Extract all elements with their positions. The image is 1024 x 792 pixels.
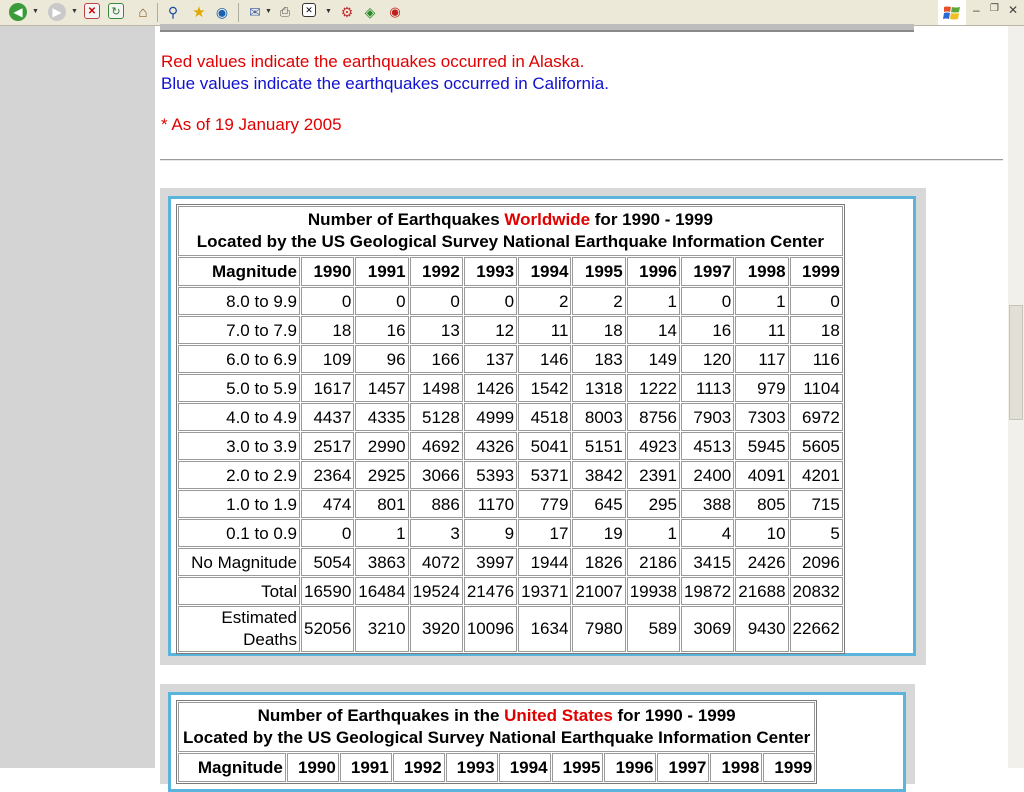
count-cell: 19524 — [410, 577, 463, 605]
count-cell: 1170 — [464, 490, 517, 518]
count-cell: 474 — [301, 490, 354, 518]
count-cell: 3842 — [572, 461, 625, 489]
count-cell: 5151 — [572, 432, 625, 460]
count-cell: 117 — [735, 345, 788, 373]
count-cell: 96 — [355, 345, 408, 373]
count-cell: 5371 — [518, 461, 571, 489]
count-cell: 0 — [301, 287, 354, 315]
table-row — [178, 374, 843, 402]
home-icon[interactable]: ⌂ — [138, 3, 148, 21]
table-row — [178, 519, 843, 547]
worldwide-header-row — [178, 257, 843, 286]
count-cell: 2426 — [735, 548, 788, 576]
count-cell: 18 — [572, 316, 625, 344]
estimated-deaths-row — [178, 606, 843, 652]
count-cell: 1104 — [790, 374, 843, 402]
count-cell: 0 — [681, 287, 734, 315]
count-cell: 4335 — [355, 403, 408, 431]
table-row — [178, 345, 843, 373]
count-cell: 5041 — [518, 432, 571, 460]
year-column-header: 1995 — [572, 257, 625, 286]
refresh-icon[interactable]: ↻ — [108, 3, 124, 19]
count-cell: 1542 — [518, 374, 571, 402]
count-cell: 10 — [735, 519, 788, 547]
count-cell: 1 — [735, 287, 788, 315]
count-cell: 120 — [681, 345, 734, 373]
count-cell: 183 — [572, 345, 625, 373]
count-cell: 6972 — [790, 403, 843, 431]
row-label-cell: Total — [178, 577, 300, 605]
mail-icon[interactable]: ✉ — [249, 3, 261, 20]
worldwide-title-suffix: for 1990 - 1999 — [590, 210, 713, 229]
row-label-cell: 8.0 to 9.9 — [178, 287, 300, 315]
table-row — [178, 287, 843, 315]
count-cell: 645 — [572, 490, 625, 518]
us-title-prefix: Number of Earthquakes in the — [257, 706, 505, 725]
california-note: Blue values indicate the earthquakes occurred in California. — [161, 74, 609, 93]
count-cell: 4518 — [518, 403, 571, 431]
year-column-header: 1995 — [552, 753, 604, 782]
worldwide-earthquake-table — [176, 204, 845, 654]
deaths-cell: 10096 — [464, 606, 517, 652]
toolbar-separator — [157, 3, 158, 22]
forward-dropdown-icon[interactable]: ▼ — [71, 8, 78, 15]
media-icon[interactable]: ◉ — [215, 3, 229, 20]
previous-table-frame-edge — [160, 24, 914, 32]
messenger-icon[interactable]: ⚙ — [340, 3, 354, 20]
worldwide-table-frame — [160, 188, 926, 665]
year-column-header: 1998 — [735, 257, 788, 286]
alaska-note: Red values indicate the earthquakes occurred in Alaska. — [161, 52, 585, 71]
count-cell: 4513 — [681, 432, 734, 460]
us-table-caption — [178, 702, 815, 752]
count-cell: 0 — [301, 519, 354, 547]
stop-icon[interactable]: ✕ — [84, 3, 100, 19]
count-cell: 4 — [681, 519, 734, 547]
count-cell: 2990 — [355, 432, 408, 460]
us-earthquake-table — [176, 700, 817, 784]
magnitude-column-header: Magnitude — [178, 753, 286, 782]
search-icon[interactable]: ⚲ — [167, 3, 179, 20]
row-label-cell: 5.0 to 5.9 — [178, 374, 300, 402]
windows-logo-icon — [938, 0, 966, 25]
count-cell: 20832 — [790, 577, 843, 605]
count-cell: 16484 — [355, 577, 408, 605]
worldwide-title-highlight: Worldwide — [504, 210, 591, 229]
count-cell: 1113 — [681, 374, 734, 402]
count-cell: 11 — [735, 316, 788, 344]
count-cell: 0 — [464, 287, 517, 315]
year-column-header: 1990 — [301, 257, 354, 286]
back-dropdown-icon[interactable]: ▼ — [32, 8, 39, 15]
count-cell: 5945 — [735, 432, 788, 460]
deaths-cell: 589 — [627, 606, 680, 652]
count-cell: 2 — [572, 287, 625, 315]
row-label-cell: 7.0 to 7.9 — [178, 316, 300, 344]
count-cell: 5605 — [790, 432, 843, 460]
count-cell: 805 — [735, 490, 788, 518]
row-label-cell: 0.1 to 0.9 — [178, 519, 300, 547]
forward-icon[interactable]: ▶ — [48, 3, 66, 21]
count-cell: 801 — [355, 490, 408, 518]
count-cell: 388 — [681, 490, 734, 518]
count-cell: 146 — [518, 345, 571, 373]
count-cell: 1 — [627, 519, 680, 547]
worldwide-table-caption — [178, 206, 843, 256]
count-cell: 18 — [790, 316, 843, 344]
count-cell: 0 — [410, 287, 463, 315]
count-cell: 0 — [355, 287, 408, 315]
count-cell: 21476 — [464, 577, 517, 605]
deaths-cell: 3069 — [681, 606, 734, 652]
deaths-cell: 52056 — [301, 606, 354, 652]
count-cell: 4923 — [627, 432, 680, 460]
year-column-header: 1993 — [446, 753, 498, 782]
deaths-cell: 3920 — [410, 606, 463, 652]
minimize-icon[interactable]: – — [973, 3, 980, 17]
year-column-header: 1991 — [340, 753, 392, 782]
count-cell: 3997 — [464, 548, 517, 576]
row-label-cell: No Magnitude — [178, 548, 300, 576]
count-cell: 11 — [518, 316, 571, 344]
count-cell: 19872 — [681, 577, 734, 605]
count-cell: 116 — [790, 345, 843, 373]
count-cell: 137 — [464, 345, 517, 373]
count-cell: 7903 — [681, 403, 734, 431]
worldwide-title-prefix: Number of Earthquakes — [307, 210, 505, 229]
worldwide-table-border — [168, 196, 916, 656]
count-cell: 3 — [410, 519, 463, 547]
favorites-icon[interactable]: ★ — [192, 4, 206, 21]
count-cell: 2 — [518, 287, 571, 315]
count-cell: 2925 — [355, 461, 408, 489]
count-cell: 3415 — [681, 548, 734, 576]
left-page-margin — [0, 26, 155, 768]
count-cell: 2186 — [627, 548, 680, 576]
row-label-cell: 6.0 to 6.9 — [178, 345, 300, 373]
mail-dropdown-icon[interactable]: ▼ — [265, 8, 272, 15]
year-column-header: 1991 — [355, 257, 408, 286]
deaths-cell: 1634 — [518, 606, 571, 652]
count-cell: 886 — [410, 490, 463, 518]
count-cell: 166 — [410, 345, 463, 373]
count-cell: 7303 — [735, 403, 788, 431]
year-column-header: 1998 — [710, 753, 762, 782]
deaths-cell: 3210 — [355, 606, 408, 652]
count-cell: 779 — [518, 490, 571, 518]
us-table-frame — [160, 684, 915, 784]
as-of-date-note: * As of 19 January 2005 — [161, 115, 342, 134]
us-table-border — [168, 692, 906, 792]
count-cell: 16590 — [301, 577, 354, 605]
toolbar-extra-icon[interactable]: ◉ — [389, 4, 401, 19]
count-cell: 109 — [301, 345, 354, 373]
count-cell: 1 — [355, 519, 408, 547]
row-label-cell: 3.0 to 3.9 — [178, 432, 300, 460]
count-cell: 17 — [518, 519, 571, 547]
year-column-header: 1992 — [393, 753, 445, 782]
count-cell: 979 — [735, 374, 788, 402]
deaths-cell: 22662 — [790, 606, 843, 652]
year-column-header: 1990 — [287, 753, 339, 782]
browser-toolbar — [0, 0, 1024, 26]
restore-icon[interactable]: ❐ — [990, 3, 999, 14]
count-cell: 2391 — [627, 461, 680, 489]
year-column-header: 1994 — [518, 257, 571, 286]
count-cell: 8003 — [572, 403, 625, 431]
table-row — [178, 403, 843, 431]
count-cell: 21688 — [735, 577, 788, 605]
count-cell: 16 — [355, 316, 408, 344]
total-row — [178, 577, 843, 605]
year-column-header: 1997 — [681, 257, 734, 286]
row-label-cell: 1.0 to 1.9 — [178, 490, 300, 518]
row-label-cell: 4.0 to 4.9 — [178, 403, 300, 431]
count-cell: 3066 — [410, 461, 463, 489]
count-cell: 19938 — [627, 577, 680, 605]
count-cell: 14 — [627, 316, 680, 344]
table-row — [178, 461, 843, 489]
count-cell: 1498 — [410, 374, 463, 402]
count-cell: 149 — [627, 345, 680, 373]
count-cell: 4437 — [301, 403, 354, 431]
count-cell: 5128 — [410, 403, 463, 431]
table-row — [178, 432, 843, 460]
horizontal-divider — [160, 159, 1003, 161]
count-cell: 16 — [681, 316, 734, 344]
print-icon[interactable]: ⎙ — [279, 4, 291, 19]
count-cell: 2096 — [790, 548, 843, 576]
year-column-header: 1993 — [464, 257, 517, 286]
row-label-cell: Estimated Deaths — [178, 606, 300, 652]
deaths-cell: 7980 — [572, 606, 625, 652]
count-cell: 1222 — [627, 374, 680, 402]
count-cell: 4999 — [464, 403, 517, 431]
count-cell: 12 — [464, 316, 517, 344]
magnitude-column-header: Magnitude — [178, 257, 300, 286]
us-title-highlight: United States — [504, 706, 613, 725]
table-row — [178, 316, 843, 344]
edit-dropdown-icon[interactable]: ▼ — [325, 8, 332, 15]
year-column-header: 1997 — [657, 753, 709, 782]
close-icon[interactable]: ✕ — [1008, 3, 1019, 17]
table-row — [178, 490, 843, 518]
table-row — [178, 548, 843, 576]
count-cell: 1944 — [518, 548, 571, 576]
deaths-cell: 9430 — [735, 606, 788, 652]
count-cell: 1 — [627, 287, 680, 315]
count-cell: 4072 — [410, 548, 463, 576]
count-cell: 1426 — [464, 374, 517, 402]
count-cell: 4201 — [790, 461, 843, 489]
year-column-header: 1999 — [763, 753, 815, 782]
year-column-header: 1999 — [790, 257, 843, 286]
count-cell: 13 — [410, 316, 463, 344]
count-cell: 2517 — [301, 432, 354, 460]
year-column-header: 1994 — [499, 753, 551, 782]
count-cell: 21007 — [572, 577, 625, 605]
year-column-header: 1996 — [627, 257, 680, 286]
count-cell: 295 — [627, 490, 680, 518]
count-cell: 2364 — [301, 461, 354, 489]
us-subtitle: Located by the US Geological Survey National Earthquake Information Center — [183, 728, 811, 747]
edit-icon[interactable]: ✕ — [302, 3, 316, 17]
count-cell: 1457 — [355, 374, 408, 402]
count-cell: 5 — [790, 519, 843, 547]
count-cell: 4091 — [735, 461, 788, 489]
count-cell: 4692 — [410, 432, 463, 460]
toolbar-separator — [238, 3, 239, 22]
count-cell: 2400 — [681, 461, 734, 489]
count-cell: 9 — [464, 519, 517, 547]
us-title-suffix: for 1990 - 1999 — [612, 706, 736, 725]
count-cell: 1826 — [572, 548, 625, 576]
worldwide-subtitle: Located by the US Geological Survey National Earthquake Information Center — [196, 232, 825, 251]
count-cell: 19 — [572, 519, 625, 547]
count-cell: 5393 — [464, 461, 517, 489]
count-cell: 0 — [790, 287, 843, 315]
count-cell: 715 — [790, 490, 843, 518]
count-cell: 5054 — [301, 548, 354, 576]
row-label-cell: 2.0 to 2.9 — [178, 461, 300, 489]
count-cell: 3863 — [355, 548, 408, 576]
scrollbar-thumb[interactable] — [1009, 305, 1023, 420]
count-cell: 1617 — [301, 374, 354, 402]
count-cell: 8756 — [627, 403, 680, 431]
year-column-header: 1996 — [604, 753, 656, 782]
count-cell: 1318 — [572, 374, 625, 402]
count-cell: 19371 — [518, 577, 571, 605]
count-cell: 4326 — [464, 432, 517, 460]
back-icon[interactable]: ◀ — [9, 3, 27, 21]
count-cell: 18 — [301, 316, 354, 344]
year-column-header: 1992 — [410, 257, 463, 286]
research-icon[interactable]: ◈ — [364, 3, 376, 20]
